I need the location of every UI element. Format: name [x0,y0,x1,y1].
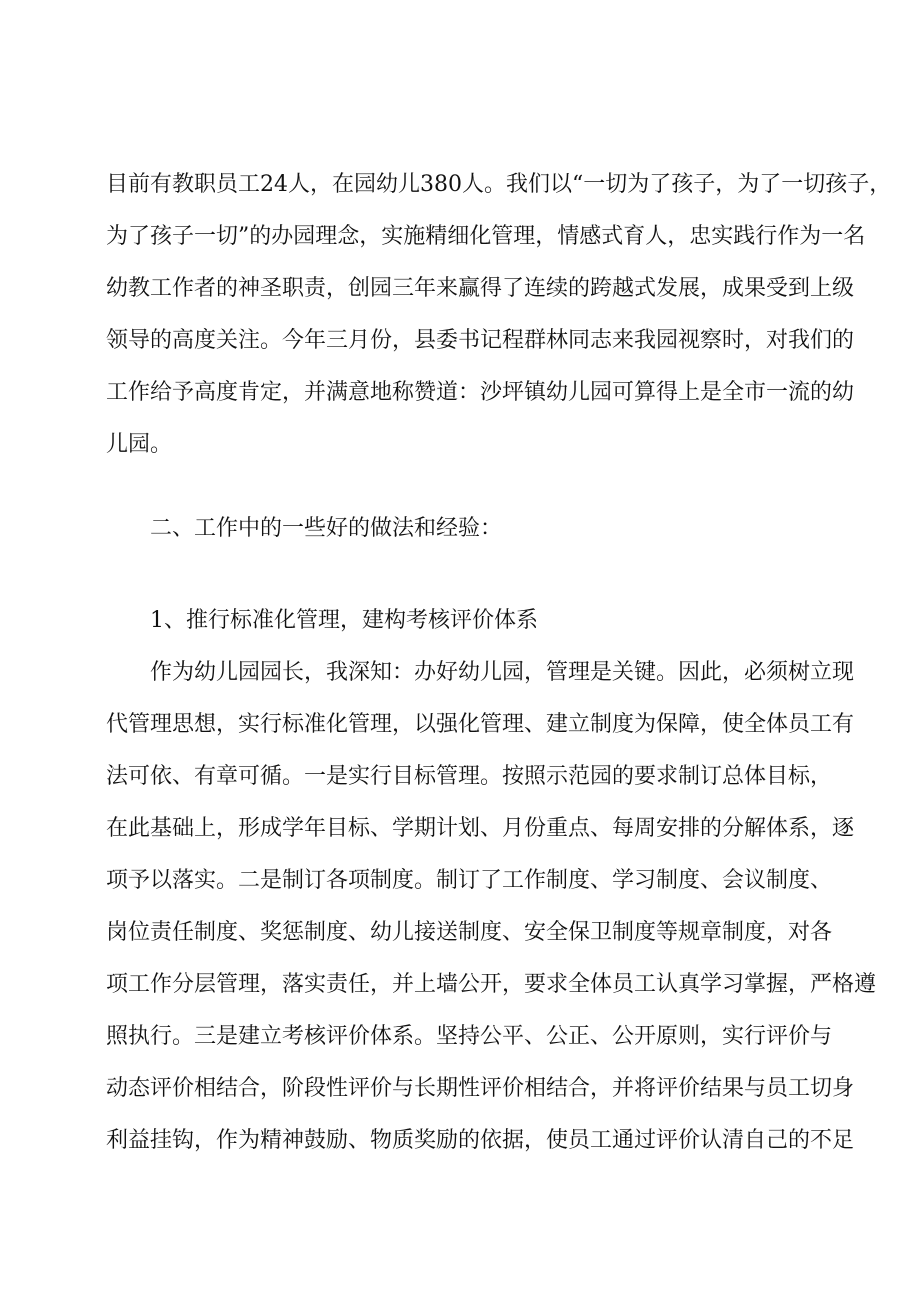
paragraph-line: 项予以落实。二是制订各项制度。制订了工作制度、学习制度、会议制度、 [106,868,833,893]
subsection-heading: 1、推行标准化管理，建构考核评价体系 [150,608,538,633]
paragraph-line: 作为幼儿园园长，我深知：办好幼儿园，管理是关键。因此，必须树立现 [150,660,855,685]
paragraph-line: 领导的高度关注。今年三月份，县委书记程群林同志来我园视察时，对我们的 [106,328,855,353]
paragraph-line: 在此基础上，形成学年目标、学期计划、月份重点、每周安排的分解体系，逐 [106,816,855,841]
paragraph-line: 目前有教职员工24人，在园幼儿380人。我们以“一切为了孩子，为了一切孩子， [106,172,892,197]
paragraph-line: 法可依、有章可循。一是实行目标管理。按照示范园的要求制订总体目标， [106,764,833,789]
paragraph-line: 儿园。 [106,432,173,457]
paragraph-line: 利益挂钩，作为精神鼓励、物质奖励的依据，使员工通过评价认清自己的不足 [106,1128,855,1153]
paragraph-line: 幼教工作者的神圣职责，创园三年来赢得了连续的跨越式发展，成果受到上级 [106,276,855,301]
paragraph-line: 为了孩子一切”的办园理念，实施精细化管理，情感式育人，忠实践行作为一名 [106,224,866,249]
paragraph-line: 岗位责任制度、奖惩制度、幼儿接送制度、安全保卫制度等规章制度，对各 [106,920,833,945]
section-heading: 二、工作中的一些好的做法和经验： [150,516,503,541]
paragraph-line: 动态评价相结合，阶段性评价与长期性评价相结合，并将评价结果与员工切身 [106,1076,855,1101]
paragraph-line: 工作给予高度肯定，并满意地称赞道：沙坪镇幼儿园可算得上是全市一流的幼 [106,380,855,405]
paragraph-line: 代管理思想，实行标准化管理，以强化管理、建立制度为保障，使全体员工有 [106,712,855,737]
paragraph-line: 项工作分层管理，落实责任，并上墙公开，要求全体员工认真学习掌握，严格遵 [106,972,877,997]
paragraph-line: 照执行。三是建立考核评价体系。坚持公平、公正、公开原则，实行评价与 [106,1024,833,1049]
